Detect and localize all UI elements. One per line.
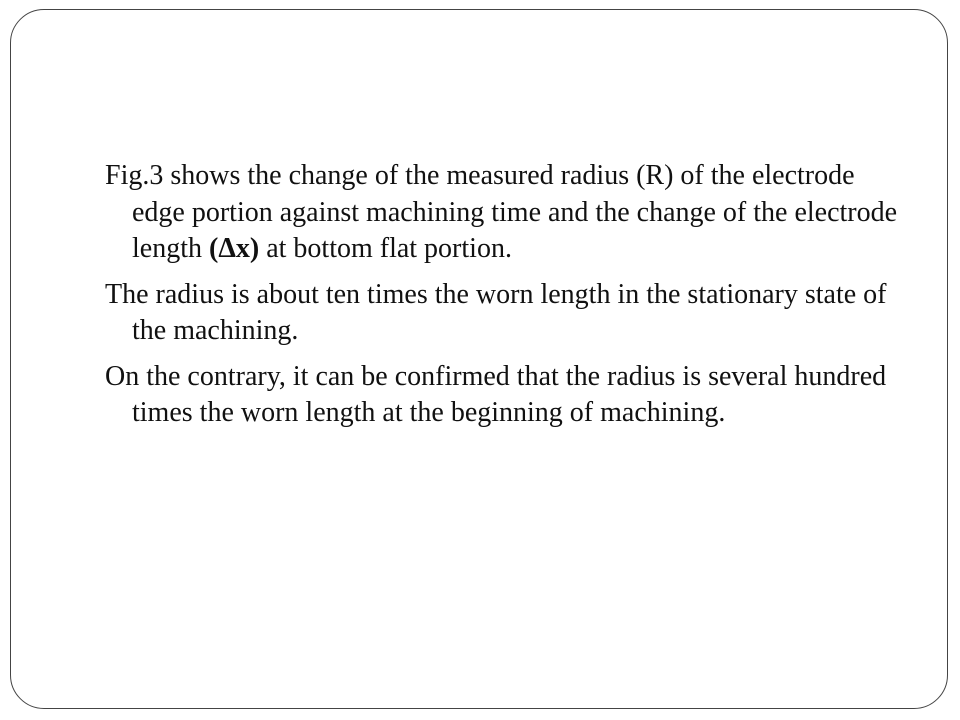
paragraph-radius-stationary: The radius is about ten times the worn length in the stationary state of the machining. (105, 278, 887, 346)
slide-text-body (105, 158, 905, 441)
paragraph-1-text-end: at bottom flat portion. (259, 233, 512, 264)
paragraph-fig3-description (105, 158, 905, 268)
paragraph-radius-beginning: On the contrary, it can be confirmed that the radius is several hundred times the worn length at the beginning of machining. (105, 360, 887, 428)
paragraph-1-text-start: Fig.3 shows the change of the measured radius (R) of the electrode edge portion against machining time and the change of the electrode length (105, 160, 898, 264)
delta-x-symbol: (Δx) (209, 233, 260, 264)
